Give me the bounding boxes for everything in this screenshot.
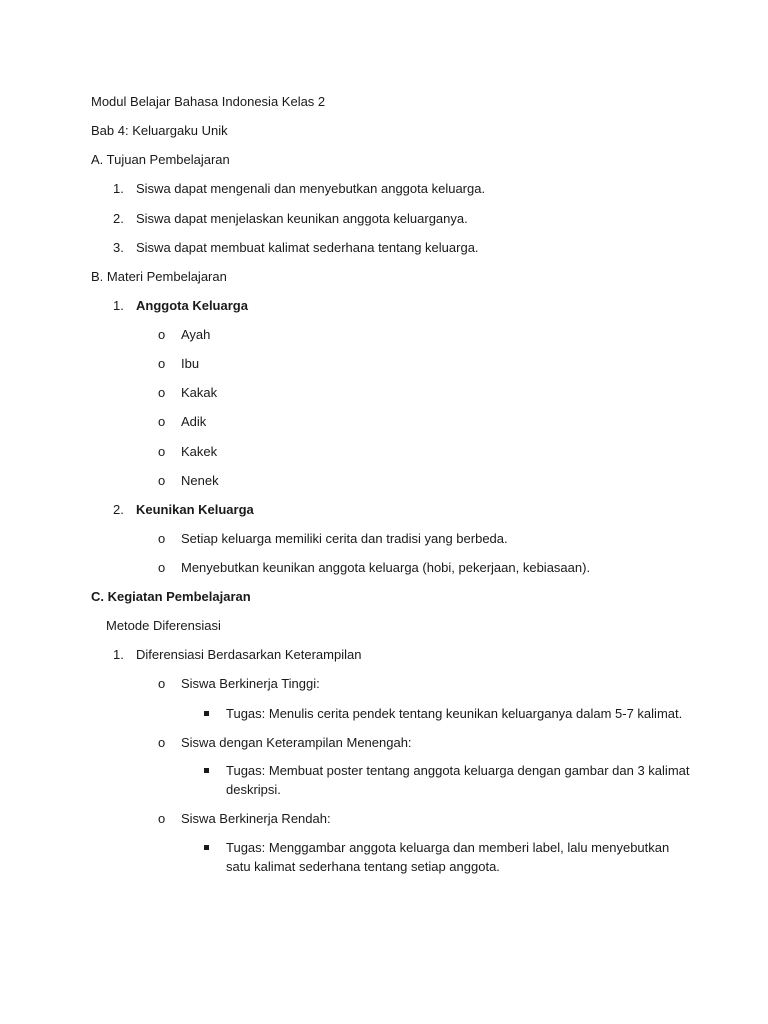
list-number: 2. (113, 211, 124, 226)
list-number: 1. (113, 181, 124, 196)
task-text-continued: deskripsi. (226, 782, 281, 797)
list-item: Kakak (181, 385, 218, 400)
list-item: Menyebutkan keunikan anggota keluarga (hobi, pekerjaan, kebiasaan). (181, 560, 591, 575)
section-c-heading: C. Kegiatan Pembelajaran (91, 589, 251, 604)
document-title: Modul Belajar Bahasa Indonesia Kelas 2 (91, 94, 326, 109)
section-b-heading: B. Materi Pembelajaran (91, 269, 227, 284)
list-item: Kakek (181, 444, 218, 459)
list-number: 2. (113, 502, 124, 517)
circle-bullet-icon: o (158, 414, 166, 429)
section-a-heading: A. Tujuan Pembelajaran (91, 152, 230, 167)
group-label: Siswa dengan Keterampilan Menengah: (181, 735, 412, 750)
chapter-title: Bab 4: Keluargaku Unik (91, 123, 228, 138)
task-text: Tugas: Menggambar anggota keluarga dan memberi label, lalu menyebutkan (226, 840, 670, 855)
square-bullet-icon (204, 768, 209, 773)
group-label: Siswa Berkinerja Rendah: (181, 811, 331, 826)
list-item: Siswa dapat membuat kalimat sederhana tentang keluarga. (136, 240, 479, 255)
circle-bullet-icon: o (158, 473, 166, 488)
topic-title-keunikan-keluarga: Keunikan Keluarga (136, 502, 254, 517)
circle-bullet-icon: o (158, 356, 166, 371)
circle-bullet-icon: o (158, 444, 166, 459)
circle-bullet-icon: o (158, 560, 166, 575)
circle-bullet-icon: o (158, 327, 166, 342)
list-item-title: Diferensiasi Berdasarkan Keterampilan (136, 647, 362, 662)
list-number: 3. (113, 240, 124, 255)
method-label: Metode Diferensiasi (106, 618, 221, 633)
topic-title-anggota-keluarga: Anggota Keluarga (136, 298, 248, 313)
list-item: Ibu (181, 356, 200, 371)
list-item: Siswa dapat mengenali dan menyebutkan anggota keluarga. (136, 181, 486, 196)
square-bullet-icon (204, 711, 209, 716)
list-item: Setiap keluarga memiliki cerita dan tradisi yang berbeda. (181, 531, 508, 546)
list-item: Siswa dapat menjelaskan keunikan anggota keluarganya. (136, 211, 468, 226)
list-number: 1. (113, 298, 124, 313)
task-text: Tugas: Menulis cerita pendek tentang keunikan keluarganya dalam 5-7 kalimat. (226, 706, 683, 721)
list-item: Ayah (181, 327, 211, 342)
circle-bullet-icon: o (158, 676, 166, 691)
list-item: Adik (181, 414, 207, 429)
circle-bullet-icon: o (158, 735, 166, 750)
list-item: Nenek (181, 473, 219, 488)
list-number: 1. (113, 647, 124, 662)
group-label: Siswa Berkinerja Tinggi: (181, 676, 320, 691)
circle-bullet-icon: o (158, 531, 166, 546)
circle-bullet-icon: o (158, 385, 166, 400)
circle-bullet-icon: o (158, 811, 166, 826)
task-text: Tugas: Membuat poster tentang anggota keluarga dengan gambar dan 3 kalimat (226, 763, 690, 778)
task-text-continued: satu kalimat sederhana tentang setiap anggota. (226, 859, 500, 874)
square-bullet-icon (204, 845, 209, 850)
